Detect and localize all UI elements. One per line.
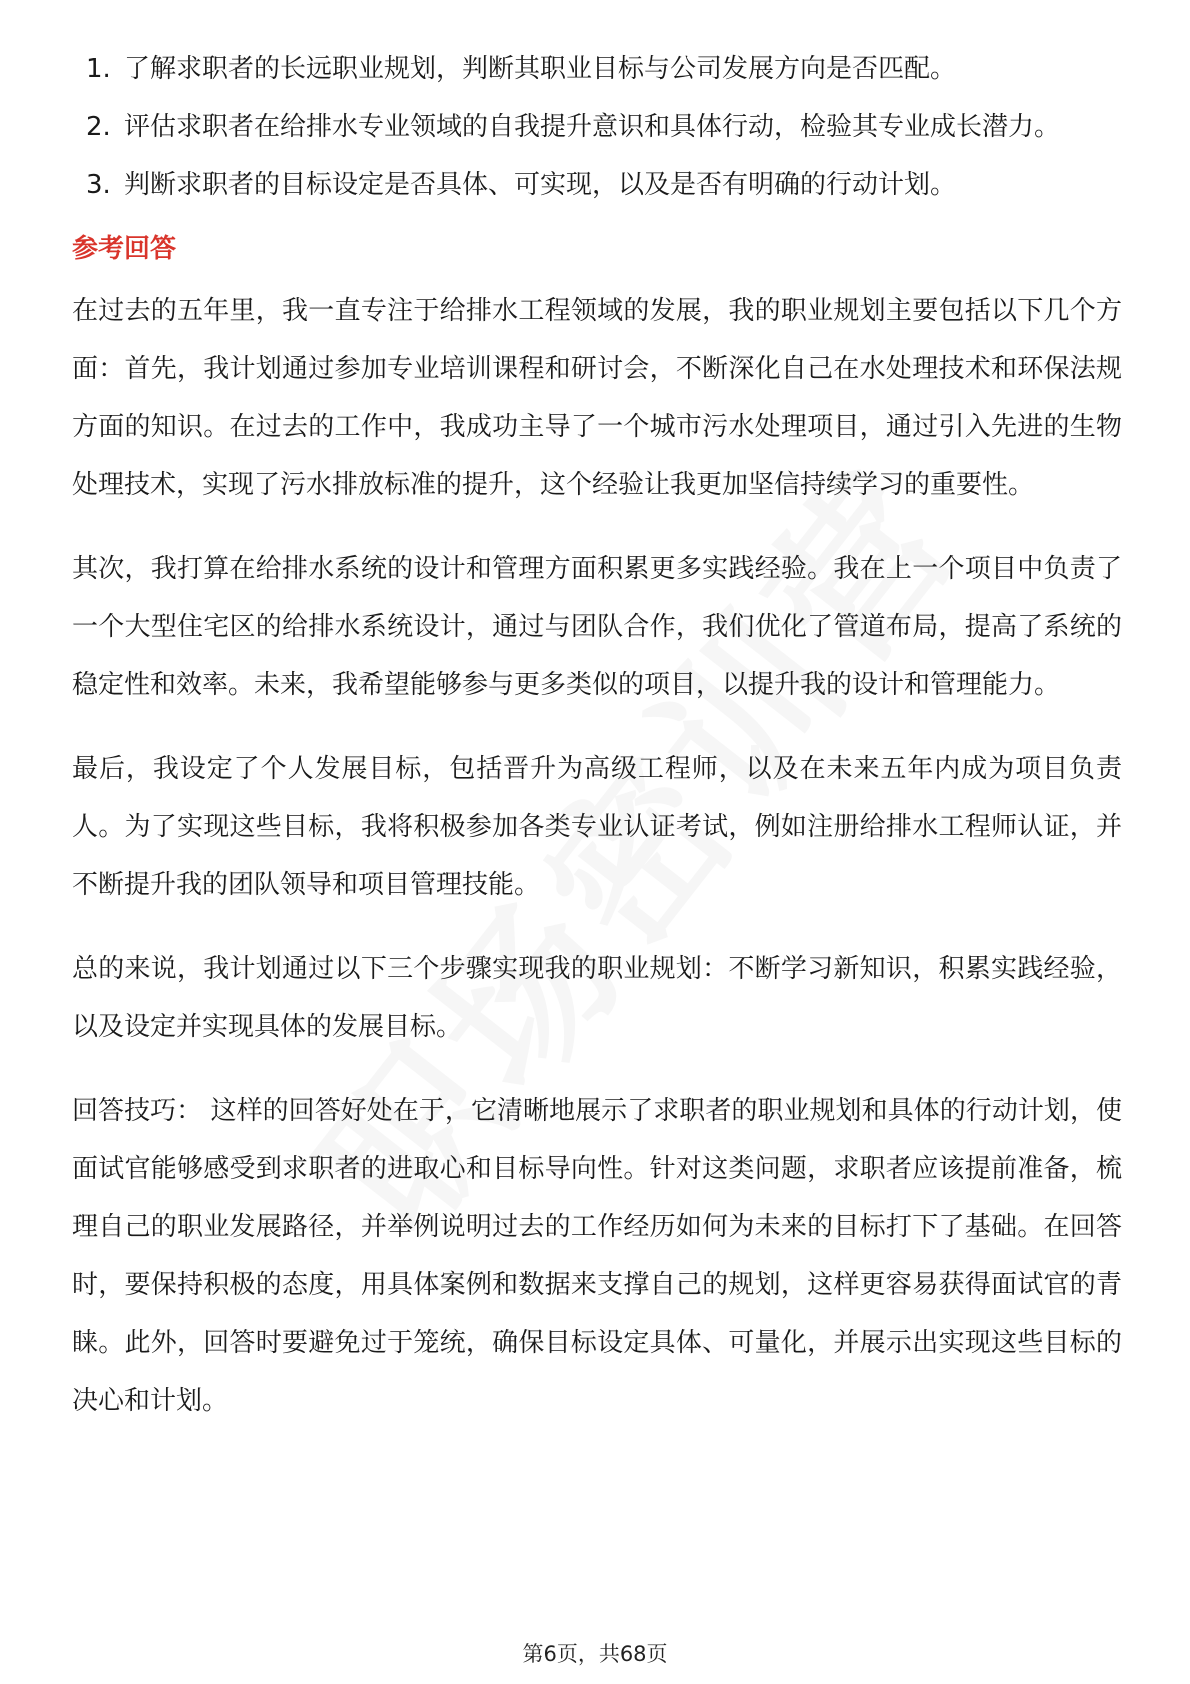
page-content	[72, 40, 1122, 1456]
list-text: 了解求职者的长远职业规划，判断其职业目标与公司发展方向是否匹配。	[124, 54, 957, 84]
list-text: 评估求职者在给排水专业领域的自我提升意识和具体行动，检验其专业成长潜力。	[124, 112, 1061, 142]
answer-paragraph: 总的来说，我计划通过以下三个步骤实现我的职业规划：不断学习新知识，积累实践经验，以及设定并实现具体的发展目标。	[72, 954, 1122, 1042]
list-item	[72, 156, 1122, 214]
answer-heading: 参考回答	[72, 234, 177, 264]
list-text: 判断求职者的目标设定是否具体、可实现，以及是否有明确的行动计划。	[124, 170, 957, 200]
list-number: 2.	[86, 112, 111, 142]
list-number: 3.	[86, 170, 111, 200]
tips-paragraph: 回答技巧： 这样的回答好处在于，它清晰地展示了求职者的职业规划和具体的行动计划，使面试官能够感受到求职者的进取心和目标导向性。针对这类问题，求职者应该提前准备，梳理自己的职业发展路径，并举例说明过去的工作经历如何为未来的目标打下了基础。在回答时，要保持积极的态度，用具体案例和数据来支撑自己的规划，这样更容易获得面试官的青睐。此外，回答时要避免过于笼统，确保目标设定具体、可量化，并展示出实现这些目标的决心和计划。	[72, 1096, 1122, 1416]
list-number: 1.	[86, 54, 111, 84]
list-item	[72, 98, 1122, 156]
list-item	[72, 40, 1122, 98]
answer-paragraph: 在过去的五年里，我一直专注于给排水工程领域的发展，我的职业规划主要包括以下几个方面：首先，我计划通过参加专业培训课程和研讨会，不断深化自己在水处理技术和环保法规方面的知识。在过去的工作中，我成功主导了一个城市污水处理项目，通过引入先进的生物处理技术，实现了污水排放标准的提升，这个经验让我更加坚信持续学习的重要性。	[72, 296, 1122, 500]
page-number: 第6页，共68页	[522, 1642, 668, 1666]
goals-list	[72, 40, 1122, 214]
answer-paragraph: 其次，我打算在给排水系统的设计和管理方面积累更多实践经验。我在上一个项目中负责了一个大型住宅区的给排水系统设计，通过与团队合作，我们优化了管道布局，提高了系统的稳定性和效率。未来，我希望能够参与更多类似的项目，以提升我的设计和管理能力。	[72, 554, 1122, 700]
answer-paragraph: 最后，我设定了个人发展目标，包括晋升为高级工程师，以及在未来五年内成为项目负责人。为了实现这些目标，我将积极参加各类专业认证考试，例如注册给排水工程师认证，并不断提升我的团队领导和项目管理技能。	[72, 754, 1122, 900]
